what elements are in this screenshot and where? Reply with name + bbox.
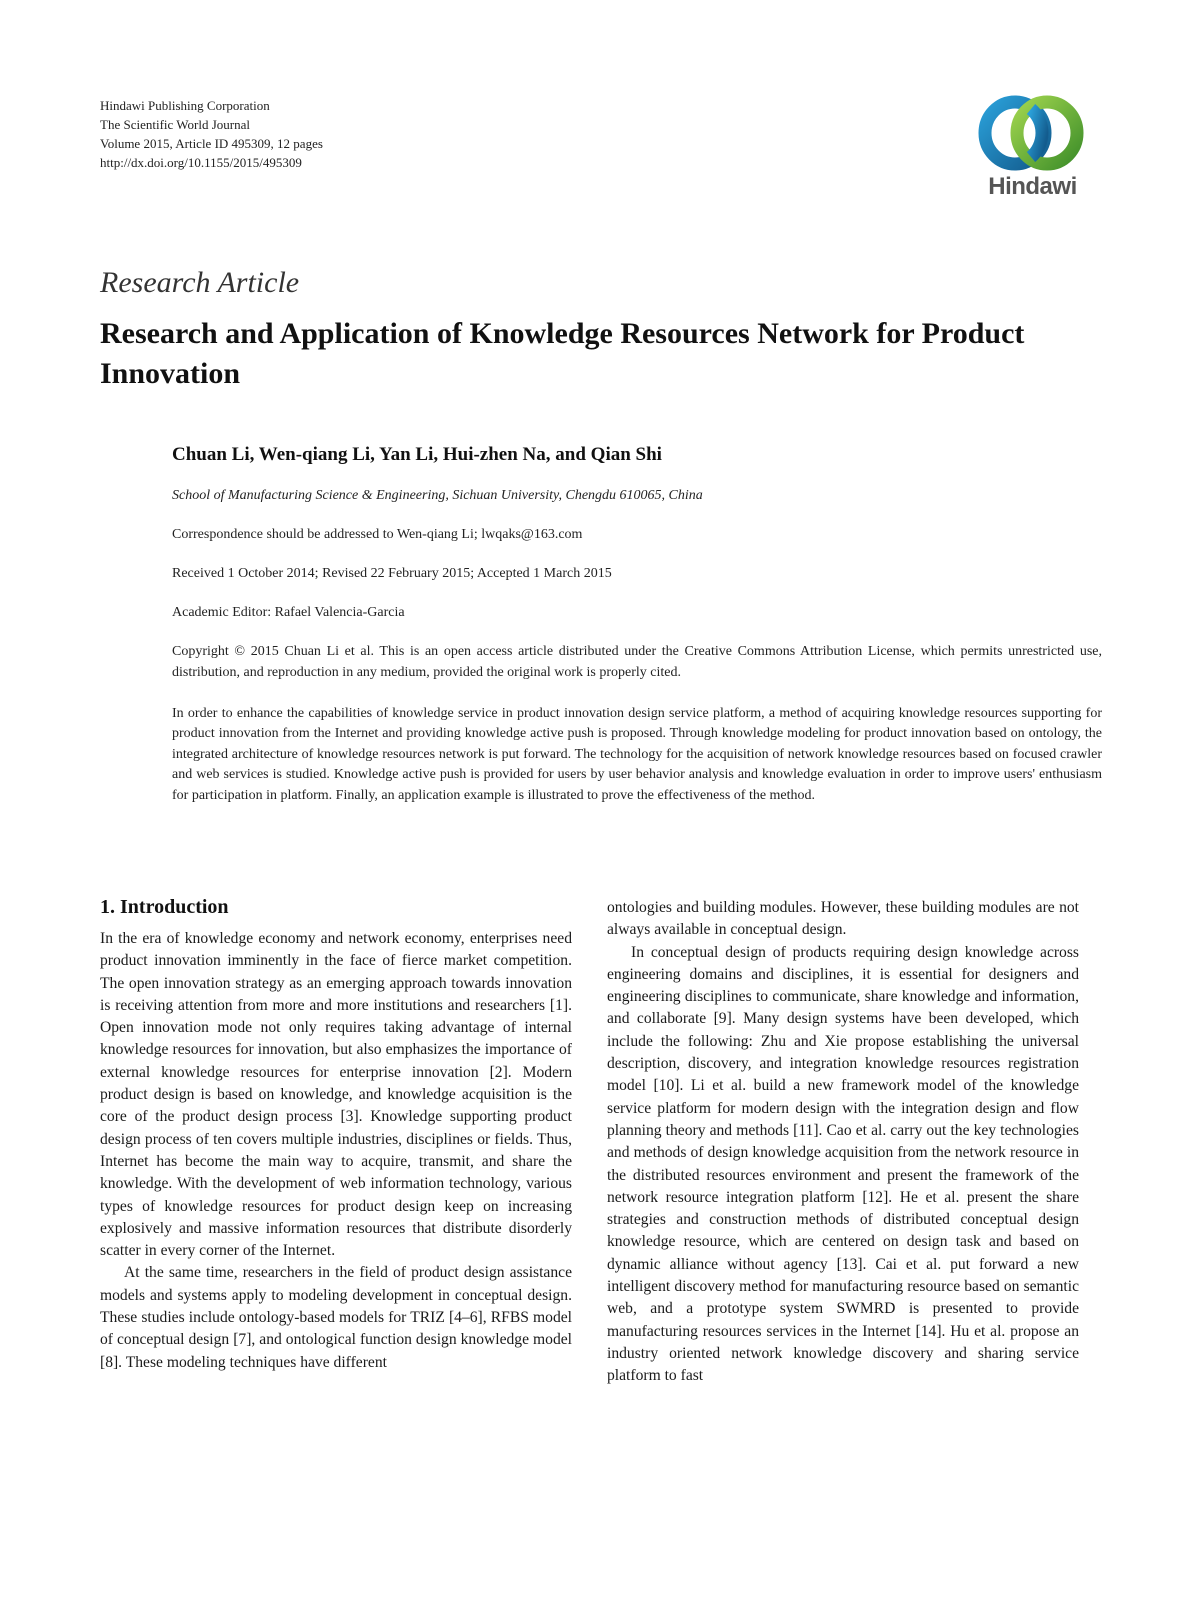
body-column-left xyxy=(100,894,572,1374)
body-paragraph: In conceptual design of products requiring design knowledge across engineering domains and disciplines, it is essential for designers and engineering disciplines to communicate, share knowledge and information, and collaborate [9]. Many design systems have been developed, which include the following: Zhu and Xie propose establishing the universal description, discovery, and integration knowledge resources registration model [10]. Li et al. build a new framework model of the knowledge service platform for modern design with the integration design and flow planning theory and methods [11]. Cao et al. carry out the key technologies and methods of design knowledge acquisition from the network resource in the distributed resources environment and present the framework of the network resource integration platform [12]. He et al. present the share strategies and construction methods of distributed conceptual design knowledge resource, which are centered on design task and based on dynamic alliance without agency [13]. Cai et al. put forward a new intelligent discovery method for manufacturing resource based on semantic web, and a prototype system SWMRD is presented to provide manufacturing resources services in the Internet [14]. Hu et al. propose an industry oriented network knowledge discovery and sharing service platform to fast xyxy=(607,943,1079,1385)
article-type: Research Article xyxy=(100,266,300,299)
abstract: In order to enhance the capabilities of knowledge service in product innovation design service platform, a method of acquiring knowledge resources supporting for product innovation from the Internet and providing knowledge active push is proposed. Through knowledge modeling for product innovation based on ontology, the integrated architecture of knowledge resources network is put forward. The technology for the acquisition of network knowledge resources based on focused crawler and web services is studied. Knowledge active push is provided for users by user behavior analysis and knowledge evaluation in order to improve users' enthusiasm for participation in platform. Finally, an application example is illustrated to prove the effectiveness of the method. xyxy=(172,706,1102,803)
journal-name: The Scientific World Journal xyxy=(100,117,250,132)
author-list: Chuan Li, Wen-qiang Li, Yan Li, Hui-zhen Na, and Qian Shi xyxy=(172,444,662,465)
doi-link[interactable]: http://dx.doi.org/10.1155/2015/495309 xyxy=(100,155,302,170)
publisher-name: Hindawi Publishing Corporation xyxy=(100,98,270,113)
volume-info: Volume 2015, Article ID 495309, 12 pages xyxy=(100,136,323,151)
paper-title: Research and Application of Knowledge Resources Network for Product Innovation xyxy=(100,317,1025,390)
affiliation: School of Manufacturing Science & Engineering, Sichuan University, Chengdu 610065, China xyxy=(172,488,703,503)
hindawi-logo xyxy=(975,95,1090,205)
body-column-right xyxy=(607,897,1079,1388)
logo-wordmark: Hindawi xyxy=(988,173,1077,200)
correspondence: Correspondence should be addressed to Wen-qiang Li; lwqaks@163.com xyxy=(172,527,583,542)
body-paragraph: In the era of knowledge economy and network economy, enterprises need product innovation imminently in the face of fierce market competition. The open innovation strategy as an emerging approach towards innovation is receiving attention from more and more institutions and researchers [1]. Open innovation mode not only requires taking advantage of internal knowledge resources for innovation, but also emphasizes the importance of external knowledge resources for enterprise innovation [2]. Modern product design is based on knowledge, and knowledge acquisition is the core of the product design process [3]. Knowledge supporting product design process of ten covers multiple industries, disciplines or fields. Thus, Internet has become the main way to acquire, transmit, and share the knowledge. With the development of web information technology, various types of knowledge resources for product design keep on increasing explosively and massive information resources that distribute disorderly scatter in every corner of the Internet. xyxy=(100,930,572,1260)
section-heading: 1. Introduction xyxy=(100,896,229,918)
body-paragraph: ontologies and building modules. However, these building modules are not always available in conceptual design. xyxy=(607,899,1079,939)
body-paragraph: At the same time, researchers in the field of product design assistance models and systems apply to modeling development in conceptual design. These studies include ontology-based models for TRIZ [4–6], RFBS model of conceptual design [7], and ontological function design knowledge model [8]. These modeling techniques have different xyxy=(100,1264,572,1371)
journal-header xyxy=(100,96,323,172)
hindawi-rings-icon xyxy=(975,95,1090,175)
academic-editor: Academic Editor: Rafael Valencia-Garcia xyxy=(172,605,405,620)
copyright-notice: Copyright © 2015 Chuan Li et al. This is an open access article distributed under the Creative Commons Attribution License, which permits unrestricted use, distribution, and reproduction in any medium, provided the original work is properly cited. xyxy=(172,644,1102,680)
publication-dates: Received 1 October 2014; Revised 22 February 2015; Accepted 1 March 2015 xyxy=(172,566,612,581)
